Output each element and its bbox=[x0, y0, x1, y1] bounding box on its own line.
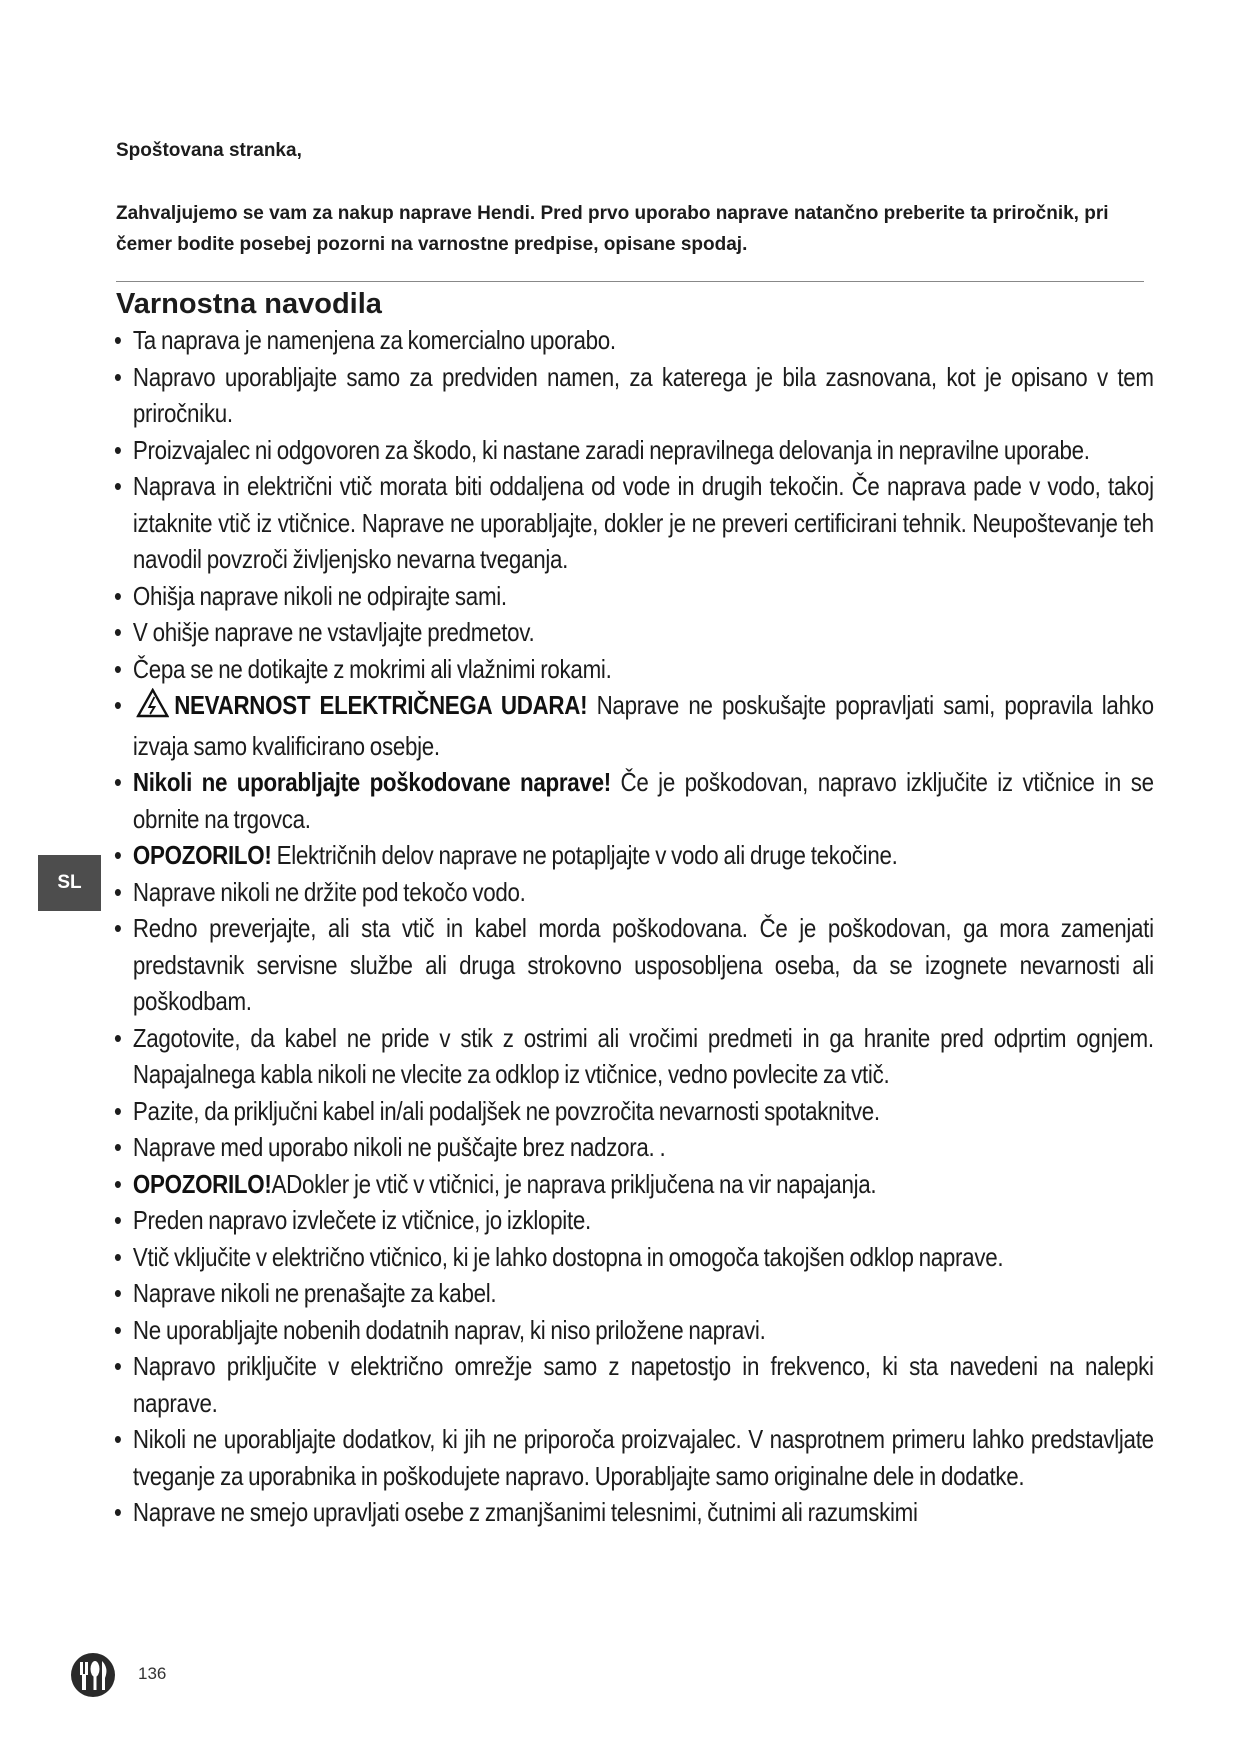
list-item: • Ta naprava je namenjena za komercialno uporabo. bbox=[114, 322, 1154, 359]
language-tab: SL bbox=[38, 855, 101, 911]
list-item: • Redno preverjajte, ali sta vtič in kabel morda poškodovana. Če je poškodovan, ga mora zamenjati predstavnik servisne službe ali druga strokovno usposobljena oseba, da se izognete nevarnosti ali poškodbam. bbox=[114, 910, 1154, 1020]
list-item: • Vtič vključite v električno vtičnico, ki je lahko dostopna in omogoča takojšen odklop naprave. bbox=[114, 1239, 1154, 1276]
list-item: • OPOZORILO!ADokler je vtič v vtičnici, je naprava priključena na vir napajanja. bbox=[114, 1166, 1154, 1203]
electric-shock-warning-icon bbox=[136, 688, 169, 728]
list-item: • Nikoli ne uporabljajte dodatkov, ki jih ne priporoča proizvajalec. V nasprotnem primeru lahko predstavljate tveganje za uporabnika in poškodujete napravo. Uporabljajte samo originalne dele in dodatke. bbox=[114, 1421, 1154, 1494]
list-item: • NEVARNOST ELEKTRIČNEGA UDARA! Naprave ne poskušajte popravljati sami, popravila lahko izvaja samo kvalificirano osebje. bbox=[114, 687, 1154, 764]
cutlery-logo-icon bbox=[70, 1652, 116, 1698]
list-item: • Proizvajalec ni odgovoren za škodo, ki nastane zaradi nepravilnega delovanja in nepravilne uporabe. bbox=[114, 432, 1154, 469]
list-item: • Ne uporabljajte nobenih dodatnih naprav, ki niso priložene napravi. bbox=[114, 1312, 1154, 1349]
list-item: • Naprave nikoli ne prenašajte za kabel. bbox=[114, 1275, 1154, 1312]
list-item: • Preden napravo izvlečete iz vtičnice, jo izklopite. bbox=[114, 1202, 1154, 1239]
list-item: • Napravo uporabljajte samo za predviden namen, za katerega je bila zasnovana, kot je opisano v tem priročniku. bbox=[114, 359, 1154, 432]
warning-label: NEVARNOST ELEKTRIČNEGA UDARA! bbox=[174, 690, 588, 720]
list-item: • OPOZORILO! Električnih delov naprave ne potapljajte v vodo ali druge tekočine. bbox=[114, 837, 1154, 874]
divider bbox=[116, 281, 1144, 282]
list-item: • Naprave ne smejo upravljati osebe z zmanjšanimi telesnimi, čutnimi ali razumskimi bbox=[114, 1494, 1154, 1531]
list-item: • Čepa se ne dotikajte z mokrimi ali vlažnimi rokami. bbox=[114, 651, 1154, 688]
list-item: • Ohišja naprave nikoli ne odpirajte sami. bbox=[114, 578, 1154, 615]
list-item: • Naprava in električni vtič morata biti oddaljena od vode in drugih tekočin. Če naprava pade v vodo, takoj iztaknite vtič iz vtičnice. Naprave ne uporabljajte, dokler je ne preveri certificirani tehnik. Neupoštevanje teh navodil povzroči življenjsko nevarna tveganja. bbox=[114, 468, 1154, 578]
intro-paragraph: Zahvaljujemo se vam za nakup naprave Hendi. Pred prvo uporabo naprave natančno preberite ta priročnik, pri čemer bodite posebej pozorni na varnostne predpise, opisane spodaj. bbox=[116, 203, 1109, 255]
safety-instructions-list bbox=[114, 322, 1154, 1531]
list-item: • V ohišje naprave ne vstavljajte predmetov. bbox=[114, 614, 1154, 651]
list-item: • Naprave nikoli ne držite pod tekočo vodo. bbox=[114, 874, 1154, 911]
page-number: 136 bbox=[138, 1664, 167, 1683]
list-item: • Nikoli ne uporabljajte poškodovane naprave! Če je poškodovan, napravo izključite iz vtičnice in se obrnite na trgovca. bbox=[114, 764, 1154, 837]
list-item: • Napravo priključite v električno omrežje samo z napetostjo in frekvenco, ki sta navedeni na nalepki naprave. bbox=[114, 1348, 1154, 1421]
section-title: Varnostna navodila bbox=[116, 288, 382, 320]
list-item: • Pazite, da priključni kabel in/ali podaljšek ne povzročita nevarnosti spotaknitve. bbox=[114, 1093, 1154, 1130]
list-item: • Naprave med uporabo nikoli ne puščajte brez nadzora. . bbox=[114, 1129, 1154, 1166]
list-item: • Zagotovite, da kabel ne pride v stik z ostrimi ali vročimi predmeti in ga hranite pred odprtim ognjem. Napajalnega kabla nikoli ne vlecite za odklop iz vtičnice, vedno povlecite za vtič. bbox=[114, 1020, 1154, 1093]
greeting: Spoštovana stranka, bbox=[116, 140, 302, 161]
